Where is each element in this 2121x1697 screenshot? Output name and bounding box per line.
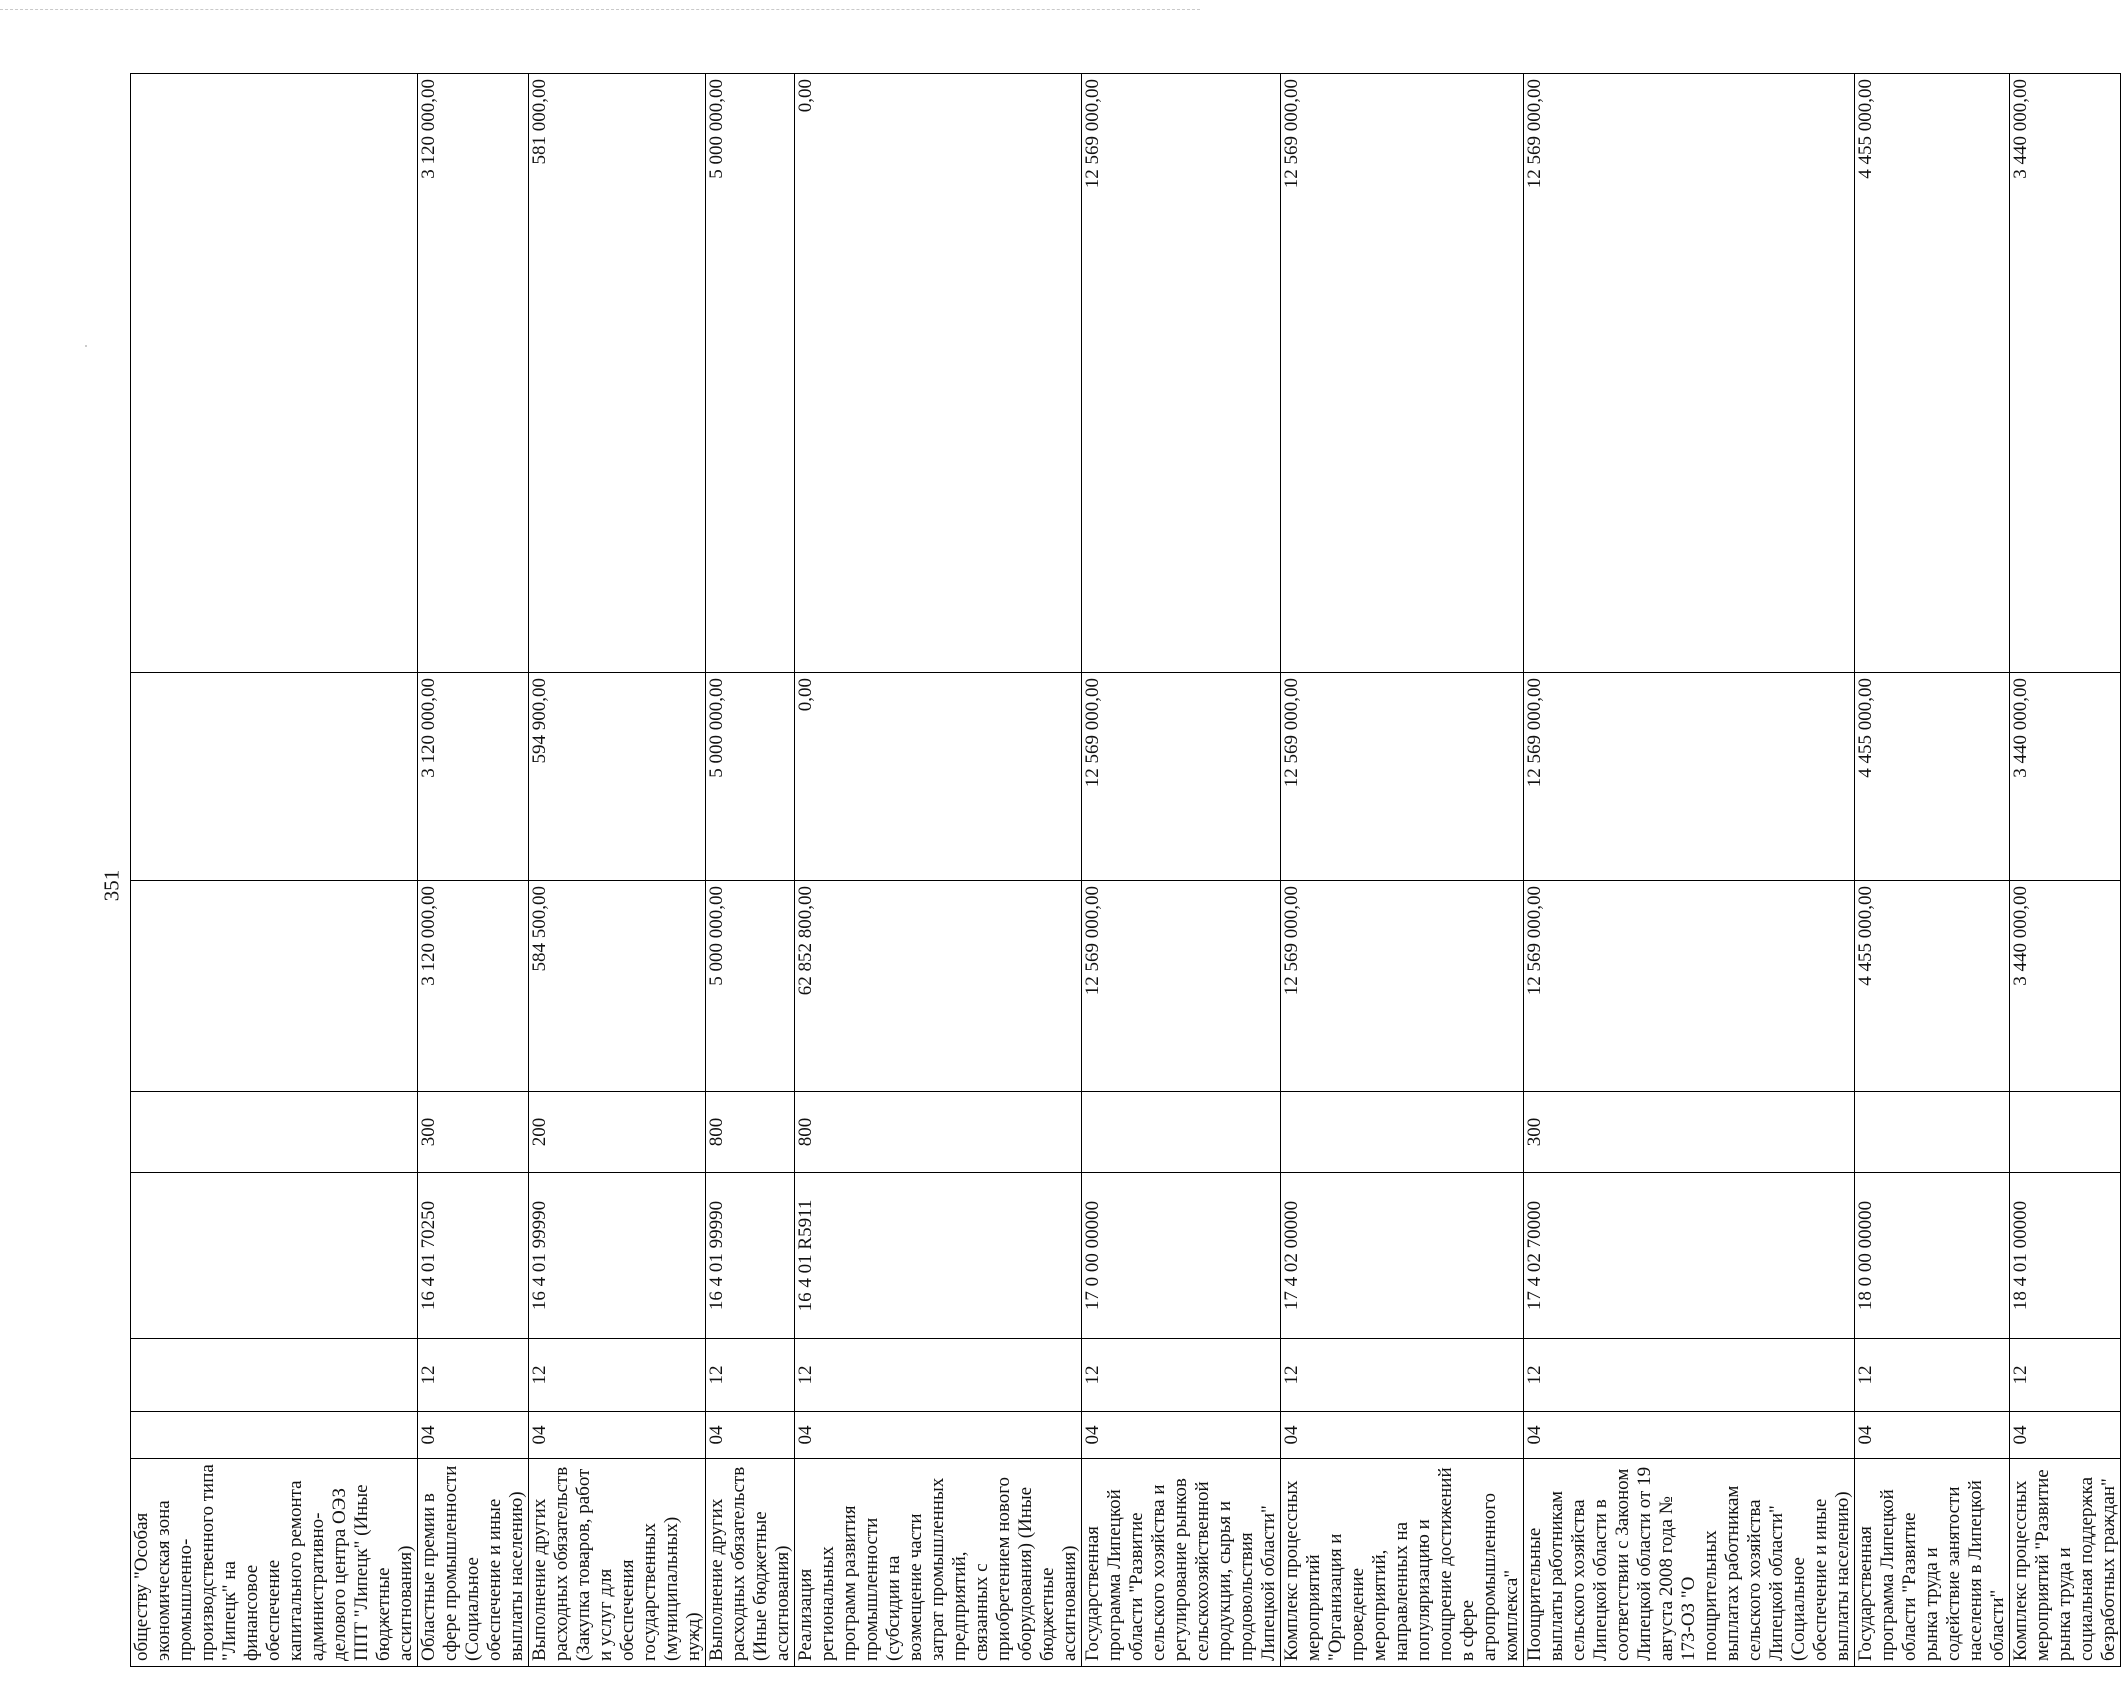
row-sum-1: 62 852 800,00 bbox=[795, 881, 1082, 1092]
row-sum-1: 3 440 000,00 bbox=[2010, 881, 2121, 1092]
row-sum-3: 3 440 000,00 bbox=[2010, 74, 2121, 673]
row-vr bbox=[131, 1092, 418, 1173]
rotated-table-wrapper bbox=[130, 74, 2119, 1667]
row-podrazdel bbox=[131, 1339, 418, 1412]
row-sum-3: 0,00 bbox=[795, 74, 1082, 673]
row-csr: 18 0 00 00000 bbox=[1855, 1173, 2010, 1339]
row-vr: 300 bbox=[1524, 1092, 1855, 1173]
row-name: Государственная программа Липецкой области "Развитие сельского хозяйства и регулирование рынков сельскохозяйственной продукции, сырья и продовольствия Липецкой области" bbox=[1082, 1459, 1281, 1667]
row-sum-2: 12 569 000,00 bbox=[1281, 673, 1524, 881]
table-row bbox=[1281, 74, 1524, 1667]
row-vr: 300 bbox=[418, 1092, 529, 1173]
row-name: Комплекс процессных мероприятий "Организация и проведение мероприятий, направленных на популяризацию и поощрение достижений в сфере агропромышленного комплекса" bbox=[1281, 1459, 1524, 1667]
row-csr: 17 0 00 00000 bbox=[1082, 1173, 1281, 1339]
row-csr: 18 4 01 00000 bbox=[2010, 1173, 2121, 1339]
row-podrazdel: 12 bbox=[1524, 1339, 1855, 1412]
row-sum-3: 3 120 000,00 bbox=[418, 74, 529, 673]
row-sum-1: 12 569 000,00 bbox=[1281, 881, 1524, 1092]
row-name: Поощрительные выплаты работникам сельского хозяйства Липецкой области в соответствии с Законом Липецкой области от 19 августа 2008 года № 173-ОЗ "О поощрительных выплатах работникам сельского хозяйства Липецкой области" (Социальное обеспечение и иные выплаты населению) bbox=[1524, 1459, 1855, 1667]
row-sum-1: 3 120 000,00 bbox=[418, 881, 529, 1092]
row-razdel: 04 bbox=[795, 1412, 1082, 1459]
row-sum-3: 581 000,00 bbox=[529, 74, 706, 673]
row-razdel: 04 bbox=[1524, 1412, 1855, 1459]
row-podrazdel: 12 bbox=[2010, 1339, 2121, 1412]
budget-table bbox=[130, 73, 2121, 1667]
row-razdel: 04 bbox=[2010, 1412, 2121, 1459]
row-name: Реализация региональных программ развития промышленности (субсидии на возмещение части затрат промышленных предприятий, связанных с приобретением нового оборудования) (Иные бюджетные ассигнования) bbox=[795, 1459, 1082, 1667]
row-vr bbox=[1855, 1092, 2010, 1173]
row-sum-2: 594 900,00 bbox=[529, 673, 706, 881]
table-row bbox=[131, 74, 418, 1667]
row-podrazdel: 12 bbox=[795, 1339, 1082, 1412]
table-row bbox=[418, 74, 529, 1667]
row-razdel: 04 bbox=[418, 1412, 529, 1459]
row-sum-1 bbox=[131, 881, 418, 1092]
row-sum-1: 5 000 000,00 bbox=[706, 881, 795, 1092]
row-podrazdel: 12 bbox=[706, 1339, 795, 1412]
table-row bbox=[1082, 74, 1281, 1667]
row-sum-2: 12 569 000,00 bbox=[1082, 673, 1281, 881]
row-sum-1: 12 569 000,00 bbox=[1082, 881, 1281, 1092]
row-sum-2: 4 455 000,00 bbox=[1855, 673, 2010, 881]
row-name: Областные премии в сфере промышленности (Социальное обеспечение и иные выплаты населению) bbox=[418, 1459, 529, 1667]
row-razdel: 04 bbox=[1855, 1412, 2010, 1459]
row-sum-1: 584 500,00 bbox=[529, 881, 706, 1092]
row-vr: 800 bbox=[795, 1092, 1082, 1173]
row-sum-1: 12 569 000,00 bbox=[1524, 881, 1855, 1092]
row-csr: 16 4 01 70250 bbox=[418, 1173, 529, 1339]
row-csr: 17 4 02 70000 bbox=[1524, 1173, 1855, 1339]
row-vr bbox=[2010, 1092, 2121, 1173]
table-row bbox=[1855, 74, 2010, 1667]
row-name: Выполнение других расходных обязательств (Закупка товаров, работ и услуг для обеспечения государственных (муниципальных) нужд) bbox=[529, 1459, 706, 1667]
row-podrazdel: 12 bbox=[418, 1339, 529, 1412]
page-number: 351 bbox=[99, 869, 124, 902]
row-razdel: 04 bbox=[1082, 1412, 1281, 1459]
row-podrazdel: 12 bbox=[1855, 1339, 2010, 1412]
row-csr bbox=[131, 1173, 418, 1339]
row-sum-3 bbox=[131, 74, 418, 673]
table-row bbox=[795, 74, 1082, 1667]
row-podrazdel: 12 bbox=[1082, 1339, 1281, 1412]
row-vr: 800 bbox=[706, 1092, 795, 1173]
row-sum-2: 3 440 000,00 bbox=[2010, 673, 2121, 881]
scan-speck bbox=[85, 345, 87, 347]
row-vr bbox=[1082, 1092, 1281, 1173]
table-row bbox=[2010, 74, 2121, 1667]
row-name: Выполнение других расходных обязательств (Иные бюджетные ассигнования) bbox=[706, 1459, 795, 1667]
row-sum-2: 5 000 000,00 bbox=[706, 673, 795, 881]
row-sum-2 bbox=[131, 673, 418, 881]
row-podrazdel: 12 bbox=[1281, 1339, 1524, 1412]
row-sum-3: 12 569 000,00 bbox=[1281, 74, 1524, 673]
row-csr: 16 4 01 99990 bbox=[529, 1173, 706, 1339]
row-csr: 16 4 01 R5911 bbox=[795, 1173, 1082, 1339]
row-razdel: 04 bbox=[1281, 1412, 1524, 1459]
row-sum-3: 4 455 000,00 bbox=[1855, 74, 2010, 673]
row-csr: 17 4 02 00000 bbox=[1281, 1173, 1524, 1339]
row-sum-2: 12 569 000,00 bbox=[1524, 673, 1855, 881]
row-name: Государственная программа Липецкой области "Развитие рынка труда и содействие занятости населения в Липецкой области" bbox=[1855, 1459, 2010, 1667]
row-sum-1: 4 455 000,00 bbox=[1855, 881, 2010, 1092]
row-razdel: 04 bbox=[706, 1412, 795, 1459]
row-vr: 200 bbox=[529, 1092, 706, 1173]
row-podrazdel: 12 bbox=[529, 1339, 706, 1412]
row-vr bbox=[1281, 1092, 1524, 1173]
table-row bbox=[706, 74, 795, 1667]
row-name: Комплекс процессных мероприятий "Развитие рынка труда и социальная поддержка безработных граждан" bbox=[2010, 1459, 2121, 1667]
table-row bbox=[529, 74, 706, 1667]
row-sum-3: 12 569 000,00 bbox=[1524, 74, 1855, 673]
row-sum-3: 12 569 000,00 bbox=[1082, 74, 1281, 673]
row-sum-3: 5 000 000,00 bbox=[706, 74, 795, 673]
row-razdel bbox=[131, 1412, 418, 1459]
row-name: обществу "Особая экономическая зона промышленно-производственного типа "Липецк" на финансовое обеспечение капитального ремонта административно-делового центра ОЭЗ ППТ "Липецк" (Иные бюджетные ассигнования) bbox=[131, 1459, 418, 1667]
row-razdel: 04 bbox=[529, 1412, 706, 1459]
row-sum-2: 3 120 000,00 bbox=[418, 673, 529, 881]
scan-edge-line bbox=[0, 9, 1200, 10]
row-sum-2: 0,00 bbox=[795, 673, 1082, 881]
row-csr: 16 4 01 99990 bbox=[706, 1173, 795, 1339]
table-row bbox=[1524, 74, 1855, 1667]
